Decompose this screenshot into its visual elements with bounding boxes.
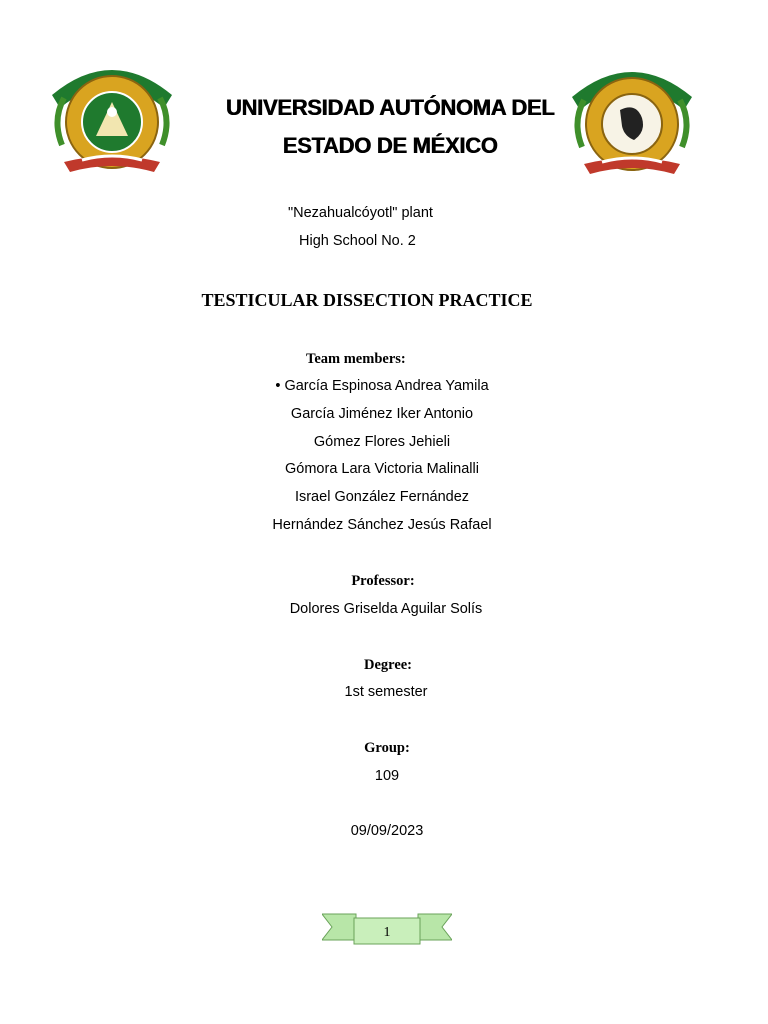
team-member: • García Espinosa Andrea Yamila: [275, 378, 489, 394]
document-date: 09/09/2023: [350, 823, 424, 839]
professor-name: Dolores Griselda Aguilar Solís: [289, 601, 483, 617]
team-member: Israel González Fernández: [294, 489, 470, 505]
professor-label: Professor:: [351, 573, 415, 589]
university-name-line2: ESTADO DE MÉXICO: [282, 133, 498, 158]
team-member: Gómora Lara Victoria Malinalli: [285, 461, 479, 477]
school-name: High School No. 2: [299, 233, 416, 249]
team-members-label: Team members:: [306, 351, 406, 367]
degree-label: Degree:: [363, 657, 413, 673]
university-name-line1: UNIVERSIDAD AUTÓNOMA DEL: [225, 95, 555, 120]
group-value: 109: [374, 768, 400, 784]
team-member: Gómez Flores Jehieli: [313, 434, 451, 450]
degree-value: 1st semester: [344, 684, 428, 700]
page-number: 1: [383, 925, 391, 940]
school-plant: "Nezahualcóyotl" plant: [288, 205, 433, 221]
document-title: TESTICULAR DISSECTION PRACTICE: [201, 290, 533, 310]
team-member: García Jiménez Iker Antonio: [290, 406, 474, 422]
group-label: Group:: [364, 740, 410, 756]
university-seal-left-icon: [42, 50, 182, 180]
team-member: Hernández Sánchez Jesús Rafael: [272, 517, 492, 533]
